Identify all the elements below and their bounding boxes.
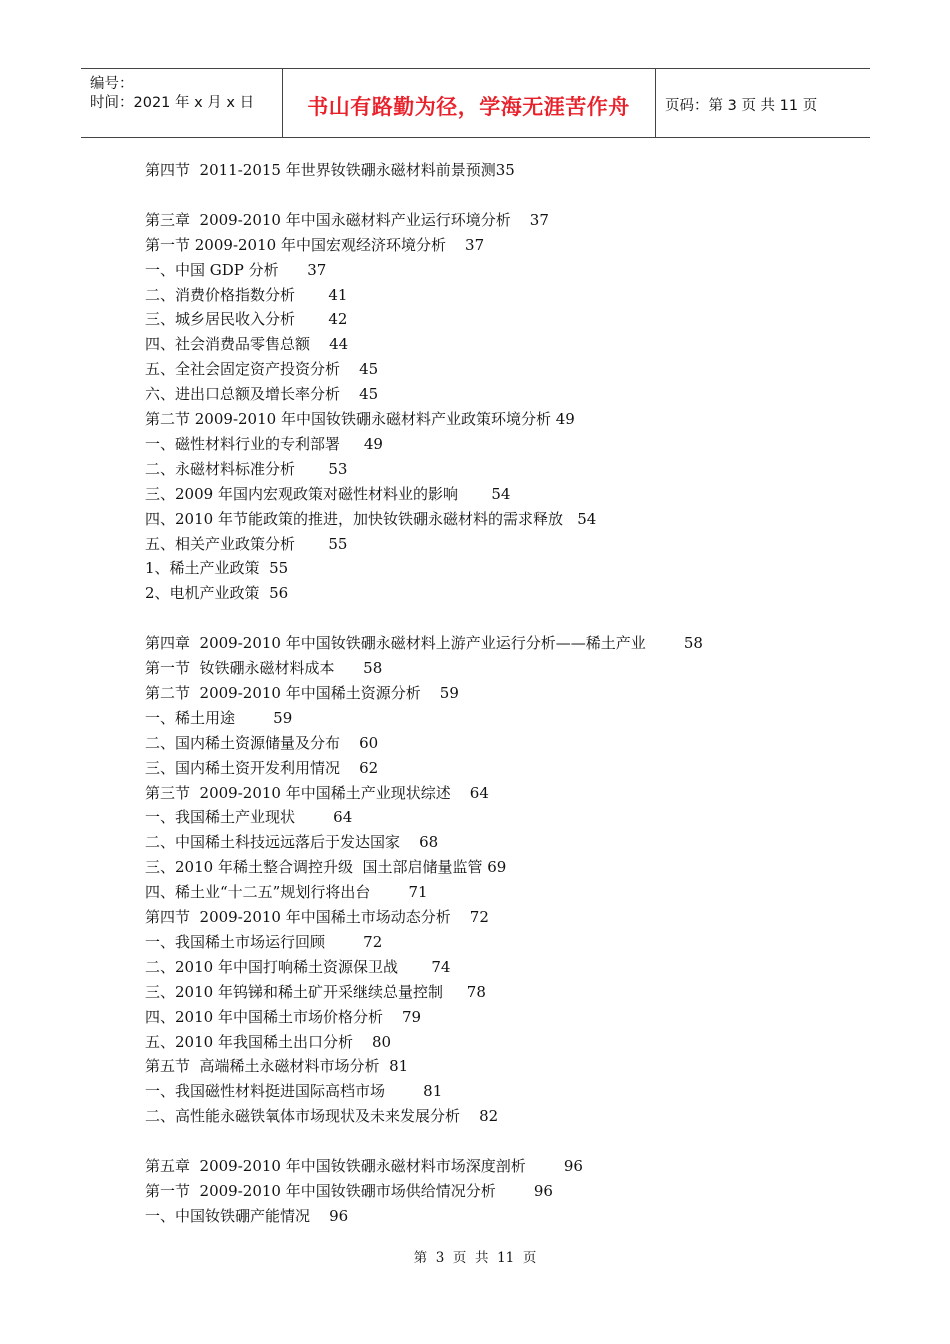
page-footer: 第 3 页 共 11 页	[413, 1250, 537, 1266]
toc-entry: 四、稀土业“十二五”规划行将出台 71	[145, 883, 428, 902]
toc-entry: 二、中国稀土科技远远落后于发达国家 68	[145, 833, 439, 852]
header-motto: 书山有路勤为径，学海无涯苦作舟	[307, 95, 630, 119]
toc-entry: 一、稀土用途 59	[145, 708, 293, 727]
toc-entry: 四、社会消费品零售总额 44	[145, 335, 349, 354]
toc-entry: 第五章 2009-2010 年中国钕铁硼永磁材料市场深度剖析 96	[145, 1157, 583, 1175]
toc-entry: 第四节 2009-2010 年中国稀土市场动态分析 72	[145, 908, 489, 926]
header-motto-cell	[282, 69, 656, 137]
toc-entry: 第一节 2009-2010 年中国钕铁硼市场供给情况分析 96	[145, 1181, 553, 1200]
toc-entry: 第三节 2009-2010 年中国稀土产业现状综述 64	[145, 783, 489, 802]
toc-entry: 第一节 钕铁硼永磁材料成本 58	[145, 659, 383, 677]
toc-entry: 1、稀土产业政策 55	[145, 559, 289, 578]
toc-entry: 第二节 2009-2010 年中国钕铁硼永磁材料产业政策环境分析 49	[145, 410, 575, 428]
toc-entry: 一、磁性材料行业的专利部署 49	[145, 434, 383, 453]
toc-entry: 二、消费价格指数分析 41	[145, 285, 348, 304]
toc-entry: 一、中国钕铁硼产能情况 96	[145, 1206, 349, 1225]
toc-entry: 第三章 2009-2010 年中国永磁材料产业运行环境分析 37	[145, 210, 549, 229]
toc-entry: 六、进出口总额及增长率分析 45	[145, 385, 379, 404]
toc-entry: 2、电机产业政策 56	[145, 584, 289, 603]
toc-entry: 四、2010 年中国稀土市场价格分析 79	[145, 1007, 422, 1026]
toc-entry: 三、2010 年稀土整合调控升级 国土部启储量监管 69	[145, 858, 507, 877]
header-page-number: 页码：第 3 页 共 11 页	[665, 98, 818, 114]
toc-entry: 三、2010 年钨锑和稀土矿开采继续总量控制 78	[145, 982, 486, 1001]
toc-entry: 第四章 2009-2010 年中国钕铁硼永磁材料上游产业运行分析——稀土产业 58	[145, 634, 703, 653]
toc-entry: 四、2010 年节能政策的推进，加快钕铁硼永磁材料的需求释放 54	[145, 509, 597, 528]
toc-entry: 一、中国 GDP 分析 37	[145, 260, 327, 279]
toc-entry: 五、全社会固定资产投资分析 45	[145, 360, 379, 379]
toc-entry: 三、国内稀土资开发利用情况 62	[145, 758, 379, 777]
toc-entry: 三、城乡居民收入分析 42	[145, 310, 348, 329]
header-left-cell	[81, 69, 283, 137]
toc-entry: 二、高性能永磁铁氧体市场现状及未来发展分析 82	[145, 1107, 499, 1126]
toc-entry: 二、永磁材料标准分析 53	[145, 459, 348, 478]
toc-entry: 第四节 2011-2015 年世界钕铁硼永磁材料前景预测35	[145, 161, 515, 179]
toc-entry: 第二节 2009-2010 年中国稀土资源分析 59	[145, 683, 459, 702]
toc-entry: 三、2009 年国内宏观政策对磁性材料业的影响 54	[145, 484, 511, 503]
toc-entry: 一、我国磁性材料挺进国际高档市场 81	[145, 1082, 443, 1101]
toc-entry: 一、我国稀土产业现状 64	[145, 808, 353, 827]
toc-entry: 第五节 高端稀土永磁材料市场分析 81	[145, 1057, 409, 1076]
document-date: 时间：2021 年 x 月 x 日	[90, 95, 255, 111]
header-page-cell	[656, 69, 870, 137]
toc-entry: 第一节 2009-2010 年中国宏观经济环境分析 37	[145, 235, 485, 254]
toc-entry: 五、相关产业政策分析 55	[145, 534, 348, 553]
page-header	[81, 68, 870, 138]
toc-entry: 二、国内稀土资源储量及分布 60	[145, 733, 379, 752]
toc-entry: 一、我国稀土市场运行回顾 72	[145, 932, 383, 951]
document-number-label: 编号：	[90, 76, 134, 92]
toc-entry: 二、2010 年中国打响稀土资源保卫战 74	[145, 957, 451, 976]
toc-entry: 五、2010 年我国稀土出口分析 80	[145, 1032, 392, 1051]
